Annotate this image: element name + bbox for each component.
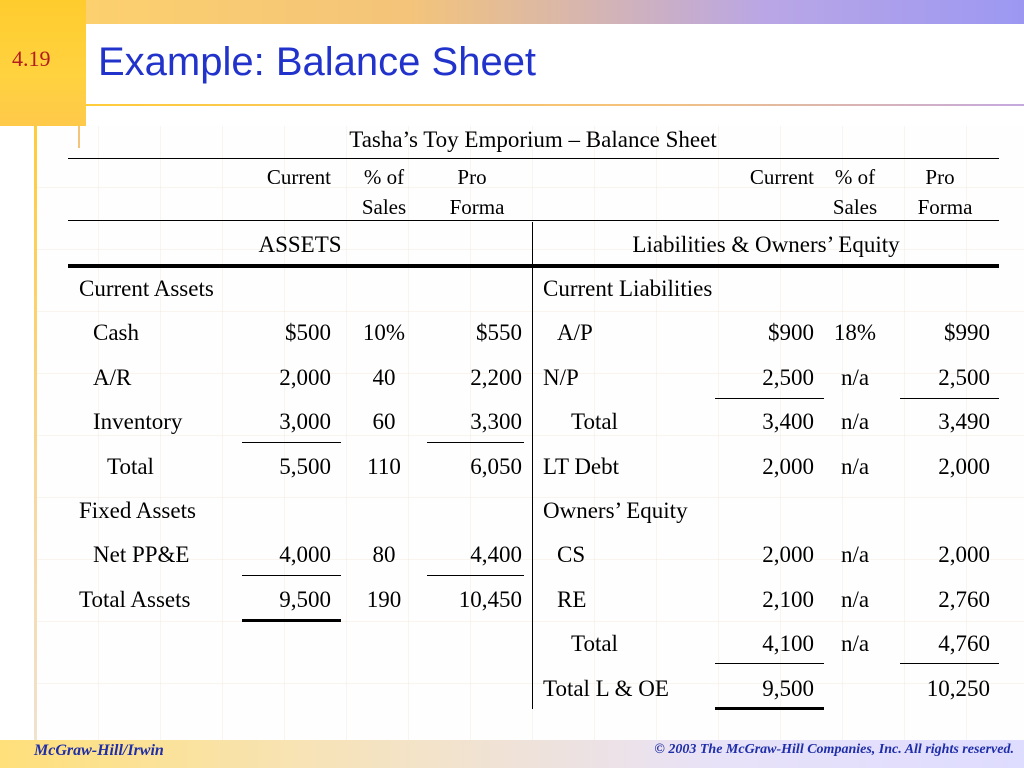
assets-heading: ASSETS xyxy=(258,232,342,257)
liabilities-row-label: A/P xyxy=(557,320,593,346)
re-pro-underline xyxy=(900,663,999,664)
liabilities-row-label: N/P xyxy=(543,364,579,390)
liabilities-row-current: 2,000 xyxy=(762,542,814,568)
assets-col-current-header: Current xyxy=(266,165,331,189)
assets-row-label: Inventory xyxy=(93,409,183,435)
liabilities-row-pct: n/a xyxy=(840,409,870,435)
assets-row-pro: 2,200 xyxy=(470,364,522,390)
inventory-pro-underline xyxy=(427,442,524,443)
liabilities-row-pro: 2,000 xyxy=(938,453,990,479)
liabilities-row-current: 4,100 xyxy=(762,631,814,657)
assets-row-label: A/R xyxy=(93,364,132,390)
assets-row-current: $500 xyxy=(285,320,331,346)
liabilities-row-pro: 2,500 xyxy=(938,364,990,390)
liabilities-col-pct-header-line1: % of xyxy=(834,165,876,189)
np-current-underline xyxy=(715,398,824,399)
liabilities-row-pct: n/a xyxy=(840,542,870,568)
liabilities-row-pro: 2,760 xyxy=(938,586,990,612)
assets-row-current: 2,000 xyxy=(279,364,331,390)
assets-row-current: 4,000 xyxy=(279,542,331,568)
netppe-pro-underline xyxy=(427,575,524,576)
liabilities-row-label: Current Liabilities xyxy=(543,276,713,301)
assets-row-label: Total xyxy=(107,453,154,479)
assets-col-pct-header-line2: Sales xyxy=(361,195,407,219)
liabilities-row-label: Total xyxy=(571,631,618,657)
assets-col-pro-header-line2: Forma xyxy=(449,195,505,219)
liabilities-heading: Liabilities & Owners’ Equity xyxy=(632,232,900,257)
assets-row-pct: 60 xyxy=(372,409,396,435)
liabilities-row-label: Total xyxy=(571,409,618,435)
liabilities-row-current: 2,500 xyxy=(762,364,814,390)
netppe-current-underline xyxy=(242,575,341,576)
liabilities-col-pct-header-line2: Sales xyxy=(832,195,878,219)
liabilities-col-pro-header-line1: Pro xyxy=(925,165,955,189)
liabilities-row-current: 2,000 xyxy=(762,453,814,479)
assets-row-current: 5,500 xyxy=(279,453,331,479)
slide-number-box xyxy=(0,0,86,126)
assets-col-pct-header-line1: % of xyxy=(363,165,405,189)
liabilities-row-pro: $990 xyxy=(944,320,990,346)
assets-row-pro: $550 xyxy=(476,320,522,346)
liabilities-row-pct: n/a xyxy=(840,364,870,390)
liabilities-row-pct: 18% xyxy=(833,320,877,346)
assets-row-current: 9,500 xyxy=(279,586,331,612)
assets-row-pct: 10% xyxy=(362,320,406,346)
liabilities-col-current-header: Current xyxy=(749,165,814,189)
np-pro-underline xyxy=(900,398,999,399)
total-assets-current-double-rule xyxy=(242,619,341,622)
liabilities-row-pro: 2,000 xyxy=(938,542,990,568)
footer-publisher: McGraw-Hill/Irwin xyxy=(34,742,164,759)
assets-row-pro: 10,450 xyxy=(458,586,522,612)
liabilities-row-label: RE xyxy=(557,586,587,612)
slide-title: Example: Balance Sheet xyxy=(98,40,537,84)
liabilities-row-current: 3,400 xyxy=(762,409,814,435)
assets-row-label: Net PP&E xyxy=(93,542,190,568)
liabilities-row-label: Owners’ Equity xyxy=(543,498,688,523)
assets-row-pct: 80 xyxy=(372,542,396,568)
assets-col-pro-header-line1: Pro xyxy=(457,165,487,189)
section-heading-rule xyxy=(68,264,999,268)
liabilities-col-pro-header-line2: Forma xyxy=(917,195,973,219)
assets-row-label: Total Assets xyxy=(79,586,191,612)
total-loe-current-double-rule xyxy=(715,707,824,710)
assets-row-label: Cash xyxy=(93,320,139,346)
assets-row-pro: 6,050 xyxy=(470,453,522,479)
liabilities-row-label: CS xyxy=(557,542,586,568)
assets-row-label: Current Assets xyxy=(79,276,214,301)
assets-row-label: Fixed Assets xyxy=(79,498,196,523)
inventory-current-underline xyxy=(242,442,341,443)
assets-row-current: 3,000 xyxy=(279,409,331,435)
column-divider xyxy=(532,222,533,709)
assets-row-pct: 190 xyxy=(366,586,402,612)
liabilities-row-current: 2,100 xyxy=(762,586,814,612)
liabilities-row-label: LT Debt xyxy=(543,453,620,479)
title-divider xyxy=(86,104,1024,106)
left-accent-strip xyxy=(34,126,37,746)
liabilities-row-label: Total L & OE xyxy=(543,675,669,701)
liabilities-row-pro: 10,250 xyxy=(926,675,990,701)
liabilities-row-current: $900 xyxy=(768,320,814,346)
liabilities-row-pro: 4,760 xyxy=(938,631,990,657)
re-current-underline xyxy=(715,663,824,664)
liabilities-row-current: 9,500 xyxy=(762,675,814,701)
footer-copyright: © 2003 The McGraw-Hill Companies, Inc. All rights reserved. xyxy=(654,742,1014,757)
liabilities-row-pct: n/a xyxy=(840,586,870,612)
assets-row-pct: 40 xyxy=(372,364,396,390)
assets-row-pro: 4,400 xyxy=(470,542,522,568)
assets-row-pct: 110 xyxy=(367,453,401,479)
liabilities-row-pro: 3,490 xyxy=(938,409,990,435)
assets-row-pro: 3,300 xyxy=(470,409,522,435)
header-top-rule xyxy=(68,158,999,159)
top-gradient-band xyxy=(0,0,1024,24)
liabilities-row-pct: n/a xyxy=(840,631,870,657)
table-caption: Tasha’s Toy Emporium – Balance Sheet xyxy=(349,127,717,152)
slide-number: 4.19 xyxy=(12,46,51,71)
liabilities-row-pct: n/a xyxy=(840,453,870,479)
